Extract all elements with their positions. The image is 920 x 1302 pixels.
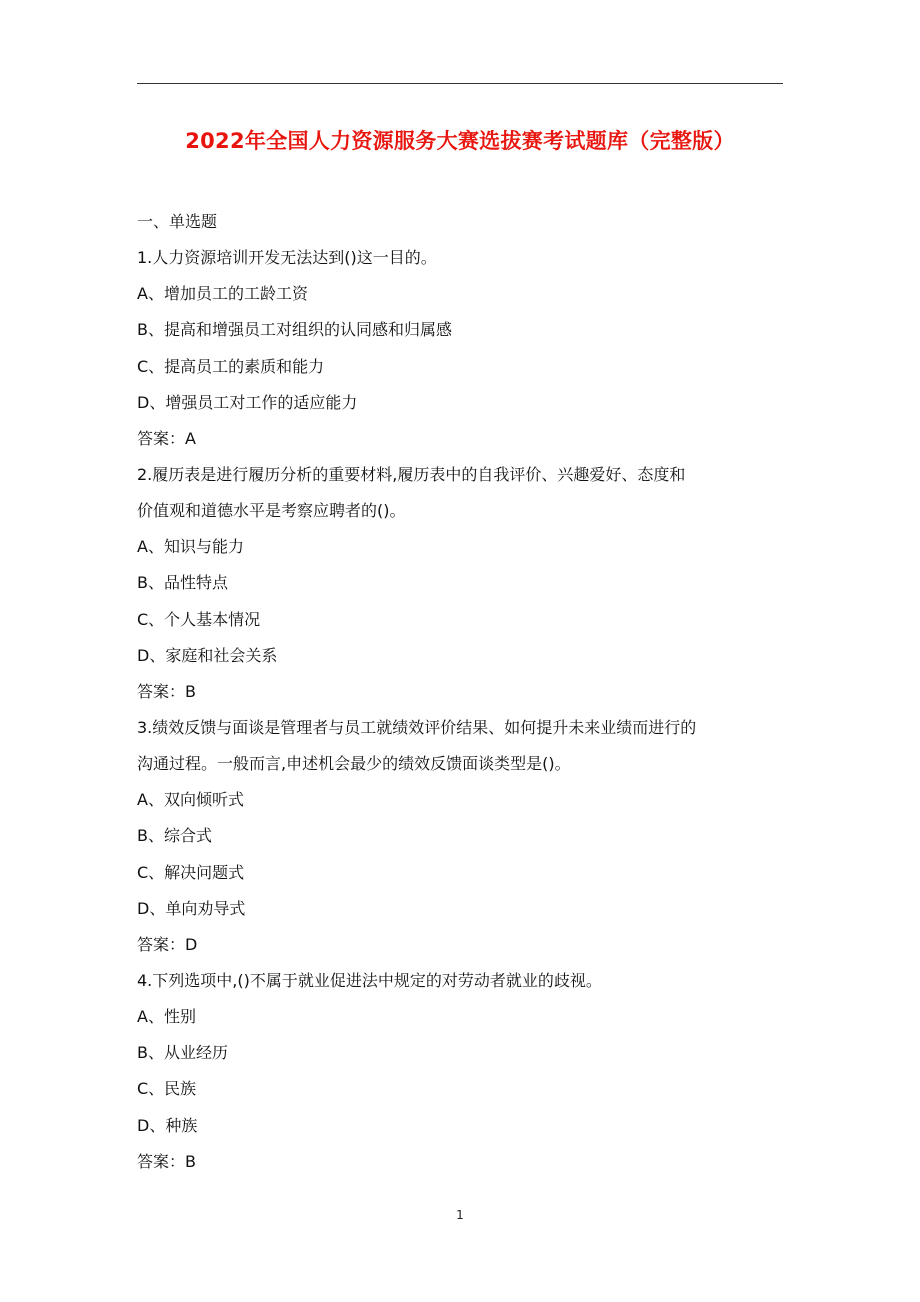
question-stem: 3.绩效反馈与面谈是管理者与员工就绩效评价结果、如何提升未来业绩而进行的 <box>137 717 697 737</box>
question-stem: 2.履历表是进行履历分析的重要材料,履历表中的自我评价、兴趣爱好、态度和 <box>137 464 686 484</box>
option-a: A、增加员工的工龄工资 <box>137 284 308 304</box>
answer: 答案：A <box>137 428 196 448</box>
question-3 <box>137 710 787 963</box>
question-stem-continued: 价值观和道德水平是考察应聘者的()。 <box>137 501 406 521</box>
option-d: D、单向劝导式 <box>137 898 246 918</box>
answer: 答案：B <box>137 681 196 701</box>
question-list <box>137 204 787 1180</box>
option-c: C、解决问题式 <box>137 862 245 882</box>
option-a: A、知识与能力 <box>137 537 244 557</box>
section-heading: 一、单选题 <box>137 212 218 231</box>
option-d: D、种族 <box>137 1115 198 1135</box>
question-stem: 1.人力资源培训开发无法达到()这一目的。 <box>137 248 437 268</box>
option-b: B、从业经历 <box>137 1043 228 1063</box>
answer: 答案：B <box>137 1151 196 1171</box>
question-stem-continued: 沟通过程。一般而言,申述机会最少的绩效反馈面谈类型是()。 <box>137 754 571 774</box>
option-d: D、家庭和社会关系 <box>137 645 278 665</box>
answer: 答案：D <box>137 934 198 954</box>
header-rule <box>137 83 783 84</box>
question-4 <box>137 963 787 1180</box>
option-a: A、性别 <box>137 1007 196 1027</box>
question-1 <box>137 240 787 457</box>
question-2 <box>137 457 787 710</box>
option-b: B、品性特点 <box>137 573 228 593</box>
option-b: B、综合式 <box>137 826 212 846</box>
option-c: C、提高员工的素质和能力 <box>137 356 325 376</box>
option-c: C、个人基本情况 <box>137 609 261 629</box>
option-b: B、提高和增强员工对组织的认同感和归属感 <box>137 320 452 340</box>
option-c: C、民族 <box>137 1079 197 1099</box>
option-d: D、增强员工对工作的适应能力 <box>137 392 358 412</box>
page-number: 1 <box>456 1208 464 1222</box>
question-stem: 4.下列选项中,()不属于就业促进法中规定的对劳动者就业的歧视。 <box>137 970 602 990</box>
option-a: A、双向倾听式 <box>137 790 244 810</box>
document-title: 2022年全国人力资源服务大赛选拔赛考试题库（完整版） <box>185 129 735 153</box>
